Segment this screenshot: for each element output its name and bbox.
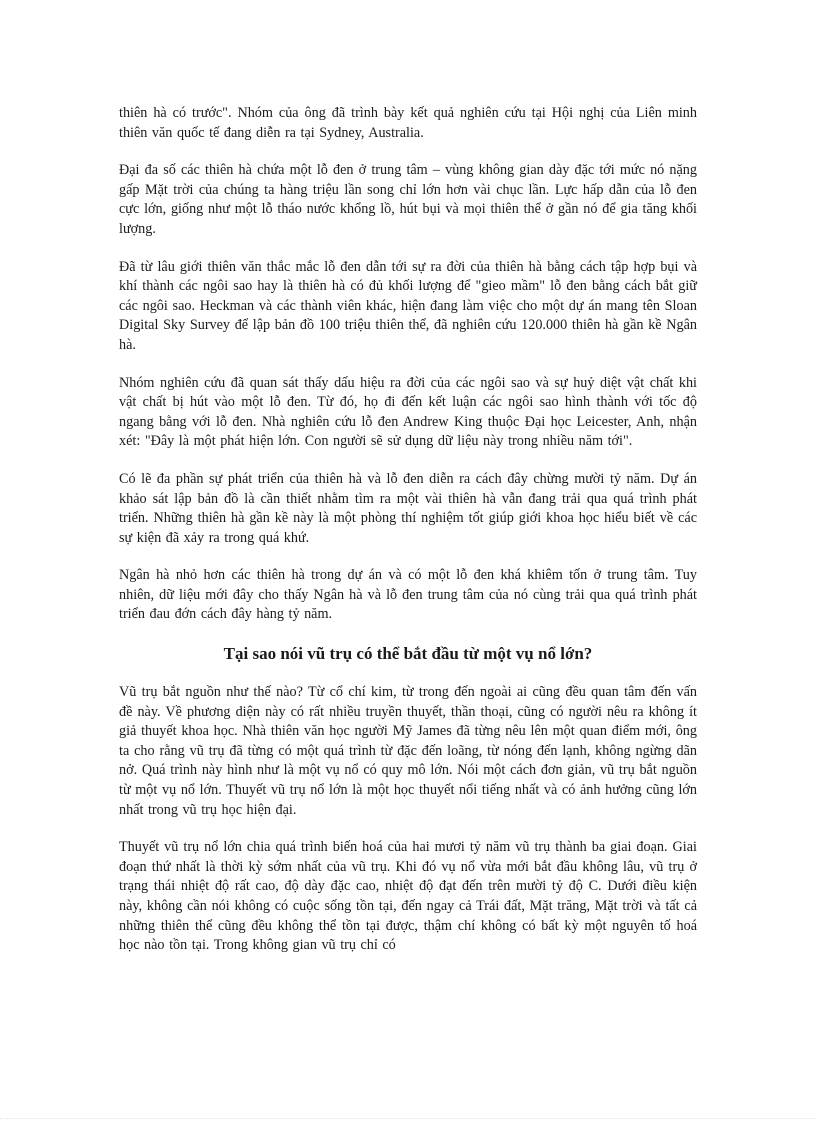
page-bottom-divider (0, 1118, 816, 1119)
section-heading: Tại sao nói vũ trụ có thể bắt đầu từ một vụ nổ lớn? (223, 644, 593, 664)
paragraph: thiên hà có trước". Nhóm của ông đã trình bày kết quả nghiên cứu tại Hội nghị của Liên minh thiên văn quốc tế đang diễn ra tại Sydney, Australia. (119, 105, 697, 141)
document-page (119, 104, 697, 974)
paragraph: Đại đa số các thiên hà chứa một lỗ đen ở trung tâm – vùng không gian dày đặc tới mức nó nặng gấp Mặt trời của chúng ta hàng triệu lần song chỉ lớn hơn vài chục lần. Lực hấp dẫn của lỗ đen cực lớn, giống như một lỗ tháo nước khổng lồ, hút bụi và mọi thiên thể ở gần nó để gia tăng khối lượng. (119, 162, 697, 237)
paragraph: Vũ trụ bắt nguồn như thế nào? Từ cổ chí kim, từ trong đến ngoài ai cũng đều quan tâm đến vấn đề này. Về phương diện này có rất nhiều truyền thuyết, thần thoại, cũng có người nêu ra không ít giả thuyết khoa học. Nhà thiên văn học người Mỹ James đã từng nêu lên một quan điểm mới, ông ta cho rằng vũ trụ đã từng có một quá trình từ đặc đến loãng, từ nóng đến lạnh, không ngừng dãn nở. Quá trình này hình như là một vụ nổ có quy mô lớn. Nói một cách đơn giản, vũ trụ bắt nguồn từ một vụ nổ lớn. Thuyết vũ trụ nổ lớn là một học thuyết nổi tiếng nhất và có ảnh hưởng cũng lớn nhất trong vũ trụ học hiện đại. (119, 684, 697, 818)
paragraph: Thuyết vũ trụ nổ lớn chia quá trình biến hoá của hai mươi tỷ năm vũ trụ thành ba giai đoạn. Giai đoạn thứ nhất là thời kỳ sớm nhất của vũ trụ. Khi đó vụ nổ vừa mới bắt đầu không lâu, vũ trụ ở trạng thái nhiệt độ rất cao, độ dày đặc cao, nhiệt độ đạt đến trên mười tỷ độ C. Dưới điều kiện này, không cần nói không có cuộc sống tồn tại, đến ngay cả Trái đất, Mặt trăng, Mặt trời và tất cả những thiên thể cũng đều không thể tồn tại được, thậm chí không có bất kỳ một nguyên tố hoá học nào tồn tại. Trong không gian vũ trụ chỉ có (119, 839, 697, 954)
paragraph: Nhóm nghiên cứu đã quan sát thấy dấu hiệu ra đời của các ngôi sao và sự huỷ diệt vật chất khi vật chất bị hút vào một lỗ đen. Từ đó, họ đi đến kết luận các ngôi sao hình thành với tốc độ ngang bằng với lỗ đen. Nhà nghiên cứu lỗ đen Andrew King thuộc Đại học Leicester, Anh, nhận xét: "Đây là một phát hiện lớn. Con người sẽ sử dụng dữ liệu này trong nhiều năm tới". (119, 374, 697, 450)
paragraph: Đã từ lâu giới thiên văn thắc mắc lỗ đen dẫn tới sự ra đời của thiên hà bằng cách tập hợp bụi và khí thành các ngôi sao hay là thiên hà có đủ khối lượng để "gieo mầm" lỗ đen bằng cách bắt giữ các ngôi sao. Heckman và các thành viên khác, hiện đang làm việc cho một dự án mang tên Sloan Digital Sky Survey để lập bản đồ 100 triệu thiên thể, đã nghiên cứu 120.000 thiên hà gần kề Ngân hà. (119, 258, 697, 353)
paragraph: Ngân hà nhỏ hơn các thiên hà trong dự án và có một lỗ đen khá khiêm tốn ở trung tâm. Tuy nhiên, dữ liệu mới đây cho thấy Ngân hà và lỗ đen trung tâm của nó cùng trải qua quá trình phát triển đau đớn cách đây hàng tỷ năm. (119, 567, 697, 623)
paragraph: Có lẽ đa phần sự phát triển của thiên hà và lỗ đen diễn ra cách đây chừng mười tỷ năm. Dự án khảo sát lập bản đồ là cần thiết nhằm tìm ra một vài thiên hà vẫn đang trải qua quá trình phát triển. Những thiên hà gần kề này là một phòng thí nghiệm tốt giúp giới khoa học hiểu biết về các sự kiện đã xảy ra trong quá khứ. (119, 470, 697, 546)
